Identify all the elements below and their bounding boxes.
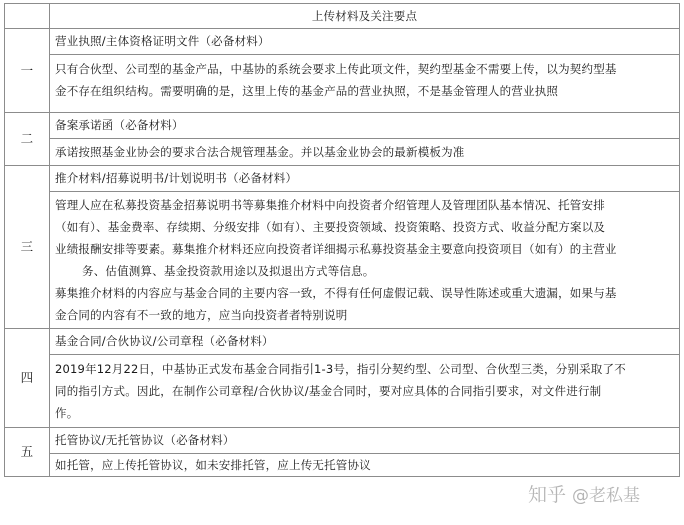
- table-header: 上传材料及关注要点: [50, 4, 680, 29]
- section-3-number: 三: [5, 166, 50, 329]
- section-3-title-row: [5, 166, 680, 192]
- section-1-body: [50, 55, 680, 113]
- section-3-line: 管理人应在私募投资基金招募说明书等募集推介材料中向投资者介绍管理人及管理团队基本情况、托管安排: [55, 198, 605, 212]
- section-5-line: 如托管，应上传托管协议，如未安排托管，应上传无托管协议: [55, 458, 371, 472]
- section-5-title: 托管协议/无托管协议（必备材料）: [50, 428, 680, 454]
- section-4-body: [50, 355, 680, 428]
- section-4-body-row: [5, 355, 680, 428]
- section-3-line: 务、估值测算、基金投资款用途以及拟退出方式等信息。: [82, 264, 375, 278]
- section-1-line: 金不存在组织结构。需要明确的是，这里上传的基金产品的营业执照，不是基金管理人的营业执照: [55, 84, 559, 98]
- section-3-line: （如有）、基金费率、存续期、分级安排（如有）、主要投资领域、投资策略、投资方式、收益分配方案以及: [55, 220, 606, 234]
- section-1-number: 一: [5, 29, 50, 113]
- filing-materials-table: [4, 3, 680, 477]
- section-3-paragraph-1: [55, 194, 674, 282]
- section-3-title: 推介材料/招募说明书/计划说明书（必备材料）: [50, 166, 680, 192]
- section-1-paragraph: [55, 58, 674, 102]
- section-5-number: 五: [5, 428, 50, 477]
- zhihu-watermark: [528, 478, 640, 508]
- section-2-title: 备案承诺函（必备材料）: [50, 113, 680, 139]
- section-4-title-row: [5, 329, 680, 355]
- section-3-paragraph-2: [55, 282, 674, 326]
- header-num-cell: [5, 4, 50, 29]
- section-2-body: [50, 139, 680, 166]
- watermark-author: @老私基: [572, 485, 641, 506]
- section-2-number: 二: [5, 113, 50, 166]
- section-3-body: [50, 192, 680, 329]
- section-1-title: 营业执照/主体资格证明文件（必备材料）: [50, 29, 680, 55]
- section-3-line: 金合同的内容有不一致的地方，应当向投资者者特别说明: [55, 308, 348, 322]
- section-1-line: 只有合伙型、公司型的基金产品，中基协的系统会要求上传此项文件，契约型基金不需要上传，以为契约型基: [55, 62, 617, 76]
- section-4-line: 作。: [55, 406, 79, 420]
- section-5-body: [50, 454, 680, 477]
- section-3-body-row: [5, 192, 680, 329]
- section-3-line: 募集推介材料的内容应与基金合同的主要内容一致，不得有任何虚假记载、误导性陈述或重大遗漏，如果与基: [55, 286, 617, 300]
- section-2-body-row: [5, 139, 680, 166]
- table-header-row: [5, 4, 680, 29]
- section-2-title-row: [5, 113, 680, 139]
- section-2-line: 承诺按照基金业协会的要求合法合规管理基金。并以基金业协会的最新模板为准: [55, 145, 465, 159]
- section-5-body-row: [5, 454, 680, 477]
- section-4-paragraph: [55, 358, 674, 424]
- section-4-title: 基金合同/合伙协议/公司章程（必备材料）: [50, 329, 680, 355]
- section-5-title-row: [5, 428, 680, 454]
- section-4-line: 同的指引方式。因此，在制作公司章程/合伙协议/基金合同时，要对应具体的合同指引要求，对文件进行制: [55, 384, 602, 398]
- section-3-line: 业绩报酬安排等要素。募集推介材料还应向投资者详细揭示私募投资基金主要意向投资项目（如有）的主营业: [55, 242, 617, 256]
- section-1-body-row: [5, 55, 680, 113]
- watermark-site: 知乎: [528, 483, 567, 506]
- section-4-line: 2019年12月22日，中基协正式发布基金合同指引1-3号，指引分契约型、公司型、合伙型三类，分别采取了不: [55, 362, 626, 376]
- section-1-title-row: [5, 29, 680, 55]
- section-4-number: 四: [5, 329, 50, 428]
